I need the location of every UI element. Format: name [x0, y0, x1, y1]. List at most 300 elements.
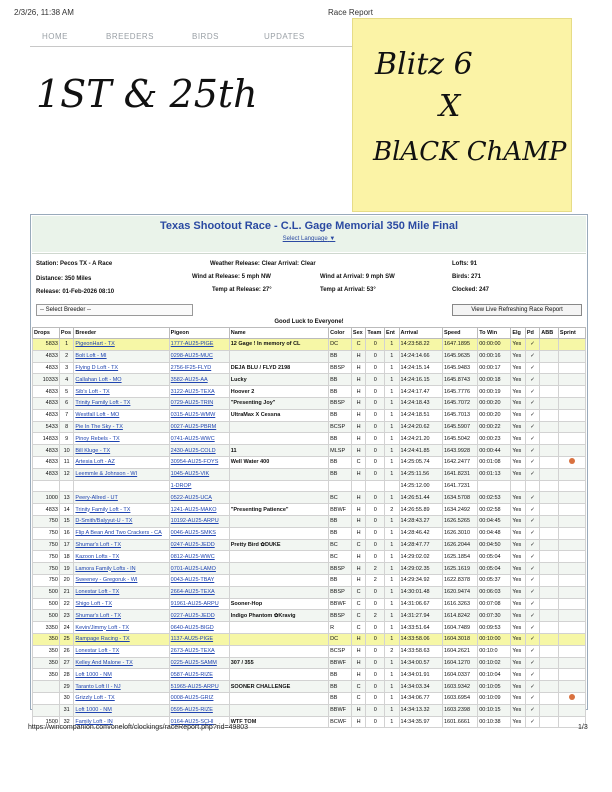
table-cell: 1634.5708: [443, 492, 478, 504]
table-cell: 17: [59, 539, 73, 551]
table-cell: ✓: [525, 456, 539, 468]
table-cell: H: [351, 374, 365, 386]
table-cell: Well Water 400: [229, 456, 328, 468]
table-cell: 1: [385, 563, 399, 575]
table-cell: ✓: [525, 551, 539, 563]
table-cell: 0: [366, 409, 385, 421]
table-cell: 750: [33, 515, 60, 527]
table-cell: 350: [33, 633, 60, 645]
table-cell: [229, 645, 328, 657]
table-cell: [540, 374, 559, 386]
pigeon-link[interactable]: 91961-AU25-ARPU: [169, 598, 229, 610]
breeder-link[interactable]: Lamora Family Lofts - IN: [74, 563, 169, 575]
table-cell: Yes: [511, 598, 525, 610]
table-row: [33, 610, 586, 622]
table-cell: ✓: [525, 681, 539, 693]
pigeon-link[interactable]: 3582-AU25-AA: [169, 374, 229, 386]
table-cell: 14:23:58.22: [399, 339, 442, 351]
table-cell: H: [351, 362, 365, 374]
results-table: [32, 327, 586, 728]
table-cell: BB: [329, 409, 352, 421]
table-cell: [540, 527, 559, 539]
table-cell: [33, 692, 60, 704]
table-cell: BBSP: [329, 362, 352, 374]
race-header: [32, 216, 586, 252]
table-cell: [229, 468, 328, 480]
breeder-link[interactable]: Taranto Loft II - NJ: [74, 681, 169, 693]
table-cell: ✓: [525, 515, 539, 527]
table-cell: 14:26:55.89: [399, 504, 442, 516]
table-cell: 14:34:06.77: [399, 692, 442, 704]
breeder-link[interactable]: Westfall Loft - MO: [74, 409, 169, 421]
table-row: [33, 551, 586, 563]
table-cell: 1645.5907: [443, 421, 478, 433]
breeder-link[interactable]: Bill Kluge - TX: [74, 445, 169, 457]
pigeon-link[interactable]: 10192-AU25-ARPU: [169, 515, 229, 527]
table-row: [33, 633, 586, 645]
pigeon-link[interactable]: 1137-AU25-PIGE: [169, 633, 229, 645]
table-cell: 1645.5042: [443, 433, 478, 445]
table-cell: ✓: [525, 504, 539, 516]
table-cell: 750: [33, 551, 60, 563]
table-cell: 00:04:45: [478, 515, 511, 527]
table-cell: 1: [385, 374, 399, 386]
table-cell: [558, 527, 585, 539]
table-row: [33, 350, 586, 362]
column-header: ABB: [540, 328, 559, 339]
table-cell: 14:29:02.35: [399, 563, 442, 575]
table-cell: H: [351, 350, 365, 362]
table-cell: [558, 350, 585, 362]
table-cell: 1: [385, 456, 399, 468]
pigeon-link[interactable]: 0522-AU25-UCA: [169, 492, 229, 504]
table-cell: 0: [366, 527, 385, 539]
table-cell: 0: [366, 456, 385, 468]
pigeon-link[interactable]: 0315-AU25-WMW: [169, 409, 229, 421]
table-cell: 14:34:35.97: [399, 716, 442, 728]
table-cell: Yes: [511, 504, 525, 516]
table-cell: BB: [329, 692, 352, 704]
nav-home[interactable]: HOME: [42, 32, 68, 41]
sticky-line-2: X: [439, 89, 461, 124]
table-row: [33, 527, 586, 539]
table-cell: BB: [329, 574, 352, 586]
column-header: Elg: [511, 328, 525, 339]
table-cell: [558, 433, 585, 445]
table-cell: 1603.2398: [443, 704, 478, 716]
release: Release: 01-Feb-2026 08:10: [36, 289, 115, 295]
table-cell: 14:34:01.91: [399, 669, 442, 681]
table-cell: 4833: [33, 397, 60, 409]
table-cell: 00:10:15: [478, 704, 511, 716]
table-cell: [558, 645, 585, 657]
pigeon-link[interactable]: 0027-AU25-PBRM: [169, 421, 229, 433]
pigeon-link[interactable]: 2664-AU25-TEXA: [169, 586, 229, 598]
table-cell: 00:00:20: [478, 409, 511, 421]
table-cell: 1625.1854: [443, 551, 478, 563]
table-cell: 1: [385, 350, 399, 362]
table-cell: [558, 480, 585, 492]
table-cell: 14:33:51.64: [399, 622, 442, 634]
table-cell: 18: [59, 551, 73, 563]
table-cell: 1: [385, 397, 399, 409]
breeder-link[interactable]: Leemmle & Johnson - WI: [74, 468, 169, 480]
breeder-select[interactable]: -- Select Breeder --: [36, 304, 193, 316]
birds: Birds: 271: [452, 274, 482, 280]
table-cell: [558, 633, 585, 645]
breeder-link[interactable]: Flying D Loft - TX: [74, 362, 169, 374]
table-cell: BBWF: [329, 598, 352, 610]
table-cell: [478, 480, 511, 492]
column-header: Breeder: [74, 328, 169, 339]
table-cell: 14:24:15.14: [399, 362, 442, 374]
pigeon-link[interactable]: 0043-AU25-TBAY: [169, 574, 229, 586]
breeder-link[interactable]: Shumar's Loft - TX: [74, 539, 169, 551]
table-cell: 0: [366, 421, 385, 433]
table-cell: 1: [385, 468, 399, 480]
table-cell: 30: [59, 692, 73, 704]
table-cell: BCWF: [329, 716, 352, 728]
handwritten-position-note: 1ST & 25th: [36, 72, 258, 116]
table-cell: 2: [385, 504, 399, 516]
table-cell: Yes: [511, 692, 525, 704]
table-cell: BC: [329, 539, 352, 551]
breeder-link[interactable]: Kelley And Malone - TX: [74, 657, 169, 669]
breeder-link[interactable]: Family Loft - IN: [74, 716, 169, 728]
table-cell: 0: [366, 633, 385, 645]
table-cell: 00:01:13: [478, 468, 511, 480]
table-cell: 14:24:20.62: [399, 421, 442, 433]
table-cell: [540, 704, 559, 716]
table-cell: [229, 421, 328, 433]
table-cell: 1: [385, 586, 399, 598]
table-cell: 00:10:09: [478, 692, 511, 704]
table-cell: 0: [366, 445, 385, 457]
table-cell: [558, 339, 585, 351]
breeder-link[interactable]: Callahan Loft - MO: [74, 374, 169, 386]
table-cell: ✓: [525, 409, 539, 421]
table-cell: 1622.8378: [443, 574, 478, 586]
pigeon-link[interactable]: 51965-AU25-ARPU: [169, 681, 229, 693]
table-cell: Yes: [511, 657, 525, 669]
table-cell: 00:07:08: [478, 598, 511, 610]
table-cell: ✓: [525, 716, 539, 728]
pigeon-link[interactable]: 0741-AU25-WWC: [169, 433, 229, 445]
breeder-link[interactable]: Loft 1000 - NM: [74, 669, 169, 681]
table-cell: 0: [366, 716, 385, 728]
pigeon-link[interactable]: 0701-AU25-LAMO: [169, 563, 229, 575]
table-cell: BCSP: [329, 421, 352, 433]
table-row: [33, 622, 586, 634]
table-cell: Yes: [511, 386, 525, 398]
table-cell: 750: [33, 563, 60, 575]
pigeon-link[interactable]: 0729-AU25-TRIN: [169, 397, 229, 409]
table-cell: [525, 480, 539, 492]
footer-url: https://wincompanion.com/oneloft/clockings/raceReport.php?rid=49803: [28, 724, 249, 731]
breeder-link[interactable]: Loft 1000 - NM: [74, 704, 169, 716]
table-cell: [558, 468, 585, 480]
table-cell: H: [351, 445, 365, 457]
breeder-link[interactable]: Shigo Loft - TX: [74, 598, 169, 610]
table-cell: H: [351, 669, 365, 681]
table-cell: DEJA BLU / FLYD 2198: [229, 362, 328, 374]
breeder-link[interactable]: Pinoy Rebels - TX: [74, 433, 169, 445]
column-header: Pos: [59, 328, 73, 339]
table-cell: 00:00:20: [478, 397, 511, 409]
table-cell: H: [351, 386, 365, 398]
pigeon-link[interactable]: 1-DROP: [169, 480, 229, 492]
breeder-link[interactable]: PigeonHart - TX: [74, 339, 169, 351]
table-cell: H: [351, 468, 365, 480]
table-cell: 00:10:0: [478, 645, 511, 657]
table-cell: 0: [366, 539, 385, 551]
pigeon-link[interactable]: 30954-AU25-FOYS: [169, 456, 229, 468]
breeder-link[interactable]: [74, 480, 169, 492]
table-cell: 14: [59, 504, 73, 516]
breeder-link[interactable]: Peery-Allred - UT: [74, 492, 169, 504]
table-cell: 14:24:18.43: [399, 397, 442, 409]
table-cell: Yes: [511, 574, 525, 586]
table-cell: 500: [33, 610, 60, 622]
table-cell: 14:24:16.15: [399, 374, 442, 386]
pigeon-link[interactable]: 0640-AU25-BIGD: [169, 622, 229, 634]
table-cell: Yes: [511, 633, 525, 645]
table-cell: 11: [229, 445, 328, 457]
table-cell: DC: [329, 339, 352, 351]
table-cell: C: [351, 681, 365, 693]
table-cell: 0: [366, 669, 385, 681]
pigeon-link[interactable]: 0164-AU25-SCHI: [169, 716, 229, 728]
table-cell: 1: [385, 692, 399, 704]
pigeon-link[interactable]: 0225-AU25-SAMM: [169, 657, 229, 669]
sprint-dot-icon: [569, 694, 575, 700]
table-cell: 00:09:53: [478, 622, 511, 634]
table-cell: R: [329, 622, 352, 634]
pigeon-link[interactable]: 0247-AU25-JEDD: [169, 539, 229, 551]
table-cell: ✓: [525, 633, 539, 645]
pigeon-link[interactable]: 2430-AU25-COLD: [169, 445, 229, 457]
pigeon-link[interactable]: 0046-AU25-SMKS: [169, 527, 229, 539]
table-cell: BBWF: [329, 704, 352, 716]
column-header: Ent: [385, 328, 399, 339]
pigeon-link[interactable]: 0812-AU25-WWC: [169, 551, 229, 563]
table-cell: BBWF: [329, 657, 352, 669]
distance: Distance: 350 Miles: [36, 276, 92, 282]
nav-breeders[interactable]: BREEDERS: [106, 32, 155, 41]
table-cell: [229, 669, 328, 681]
table-cell: C: [351, 456, 365, 468]
pigeon-link[interactable]: 0595-AU25-RIZE: [169, 704, 229, 716]
table-cell: [540, 397, 559, 409]
table-cell: 14:28:43.27: [399, 515, 442, 527]
pigeon-link[interactable]: 3122-AU25-TEXA: [169, 386, 229, 398]
breeder-link[interactable]: Bolt Loft - MI: [74, 350, 169, 362]
pigeon-link[interactable]: 1241-AU25-MAKO: [169, 504, 229, 516]
table-cell: ✓: [525, 657, 539, 669]
table-cell: 1: [385, 362, 399, 374]
breeder-link[interactable]: Trinity Family Loft - TX: [74, 397, 169, 409]
table-cell: C: [351, 339, 365, 351]
table-cell: [229, 563, 328, 575]
table-cell: 1: [59, 339, 73, 351]
nav-birds[interactable]: BIRDS: [192, 32, 219, 41]
table-cell: Yes: [511, 586, 525, 598]
table-cell: ✓: [525, 527, 539, 539]
table-cell: 12 Gage ! In memory of CL: [229, 339, 328, 351]
table-cell: [540, 468, 559, 480]
breeder-link[interactable]: Flip A Bean And Two Crackers - CA: [74, 527, 169, 539]
table-header-row: [33, 328, 586, 339]
table-cell: 1: [385, 492, 399, 504]
table-cell: 00:04:48: [478, 527, 511, 539]
table-row: [33, 598, 586, 610]
table-cell: 24: [59, 622, 73, 634]
table-cell: BB: [329, 681, 352, 693]
pigeon-link[interactable]: 1777-AU25-PIGE: [169, 339, 229, 351]
live-report-button[interactable]: View Live Refreshing Race Report: [452, 304, 582, 316]
table-cell: 19: [59, 563, 73, 575]
good-luck-banner: Good Luck to Everyone!: [274, 319, 344, 325]
table-cell: 14:24:41.85: [399, 445, 442, 457]
pigeon-link[interactable]: 2673-AU25-TEXA: [169, 645, 229, 657]
column-header: Speed: [443, 328, 478, 339]
table-cell: 1: [385, 433, 399, 445]
pigeon-link[interactable]: 0298-AU25-MUC: [169, 350, 229, 362]
breeder-link[interactable]: Artesia Loft - AZ: [74, 456, 169, 468]
table-cell: 1: [385, 716, 399, 728]
table-cell: 11: [59, 456, 73, 468]
table-cell: BB: [329, 386, 352, 398]
table-cell: 00:10:02: [478, 657, 511, 669]
wind-release: Wind at Release: 5 mph NW: [192, 274, 271, 280]
site-nav: [42, 28, 362, 48]
table-cell: 13: [59, 492, 73, 504]
breeder-link[interactable]: D-Smith/Balyyut-U - TX: [74, 515, 169, 527]
breeder-link[interactable]: Pie In The Sky - TX: [74, 421, 169, 433]
table-cell: 4833: [33, 468, 60, 480]
table-cell: 1616.3263: [443, 598, 478, 610]
pigeon-link[interactable]: 0008-AU25-GRIZ: [169, 692, 229, 704]
race-report-panel: [30, 214, 588, 725]
column-header: Drops: [33, 328, 60, 339]
table-cell: 00:06:03: [478, 586, 511, 598]
table-cell: H: [351, 421, 365, 433]
table-cell: 14:24:14.66: [399, 350, 442, 362]
nav-updates[interactable]: UPDATES: [264, 32, 305, 41]
table-cell: 00:00:23: [478, 433, 511, 445]
table-row: [33, 539, 586, 551]
table-cell: 1601.6661: [443, 716, 478, 728]
table-cell: H: [351, 574, 365, 586]
table-cell: 00:05:37: [478, 574, 511, 586]
table-cell: ✓: [525, 374, 539, 386]
breeder-link[interactable]: Sweeney - Gregoruk - WI: [74, 574, 169, 586]
table-cell: [366, 480, 385, 492]
table-cell: H: [351, 504, 365, 516]
breeder-link[interactable]: Rampage Racing - TX: [74, 633, 169, 645]
table-cell: 0: [366, 704, 385, 716]
pigeon-link[interactable]: 1045-AU25-VIK: [169, 468, 229, 480]
table-cell: 1: [385, 681, 399, 693]
table-cell: [329, 480, 352, 492]
table-cell: 14:33:58.06: [399, 633, 442, 645]
table-cell: 2: [385, 645, 399, 657]
table-cell: 14:28:47.77: [399, 539, 442, 551]
table-cell: H: [351, 433, 365, 445]
table-cell: 1604.2621: [443, 645, 478, 657]
breeder-link[interactable]: Sib's Loft - TX: [74, 386, 169, 398]
pigeon-link[interactable]: 2756-IF25-FLYD: [169, 362, 229, 374]
pigeon-link[interactable]: 0587-AU25-RIZE: [169, 669, 229, 681]
table-cell: ✓: [525, 339, 539, 351]
breeder-link[interactable]: Grizzly Loft - TX: [74, 692, 169, 704]
breeder-link[interactable]: Trinity Family Loft - TX: [74, 504, 169, 516]
table-cell: 10: [59, 445, 73, 457]
table-cell: 00:00:22: [478, 421, 511, 433]
table-cell: 00:02:53: [478, 492, 511, 504]
table-cell: WTF TOM: [229, 716, 328, 728]
table-row: [33, 397, 586, 409]
table-cell: [540, 492, 559, 504]
table-cell: Yes: [511, 468, 525, 480]
table-cell: [540, 445, 559, 457]
breeder-link[interactable]: Kevin/Jimmy Loft - TX: [74, 622, 169, 634]
table-cell: 2: [59, 350, 73, 362]
table-cell: 14:29:34.92: [399, 574, 442, 586]
breeder-link[interactable]: Lonestar Loft - TX: [74, 586, 169, 598]
breeder-link[interactable]: Lonestar Loft - TX: [74, 645, 169, 657]
table-cell: 500: [33, 586, 60, 598]
table-cell: [540, 339, 559, 351]
table-cell: 4833: [33, 456, 60, 468]
table-cell: [33, 704, 60, 716]
table-cell: 350: [33, 657, 60, 669]
table-cell: 350: [33, 645, 60, 657]
table-cell: 0: [366, 433, 385, 445]
pigeon-link[interactable]: 0227-AU25-JEDD: [169, 610, 229, 622]
breeder-link[interactable]: Kazoon Lofts - TX: [74, 551, 169, 563]
table-cell: [540, 539, 559, 551]
report-toolbar: [32, 303, 586, 317]
table-cell: 00:00:16: [478, 350, 511, 362]
table-cell: Yes: [511, 610, 525, 622]
table-cell: 14:24:18.51: [399, 409, 442, 421]
table-cell: [229, 350, 328, 362]
table-cell: SOONER CHALLENGE: [229, 681, 328, 693]
table-cell: 750: [33, 574, 60, 586]
table-cell: 2: [366, 563, 385, 575]
table-cell: H: [351, 515, 365, 527]
select-language-link[interactable]: [32, 236, 586, 242]
breeder-link[interactable]: Shumar's Loft - TX: [74, 610, 169, 622]
table-cell: [558, 492, 585, 504]
table-cell: 1: [385, 657, 399, 669]
table-cell: [540, 681, 559, 693]
column-header: Team: [366, 328, 385, 339]
table-cell: [540, 421, 559, 433]
temp-release: Temp at Release: 27°: [212, 287, 272, 293]
table-row: [33, 669, 586, 681]
table-cell: 14:26:51.44: [399, 492, 442, 504]
sprint-dot-icon: [569, 458, 575, 464]
table-cell: 00:02:58: [478, 504, 511, 516]
footer-page: 1/3: [578, 724, 588, 731]
column-header: Pigeon: [169, 328, 229, 339]
table-cell: ✓: [525, 445, 539, 457]
table-cell: Yes: [511, 563, 525, 575]
table-cell: BB: [329, 468, 352, 480]
sticky-line-1: Blitz 6: [375, 47, 473, 82]
